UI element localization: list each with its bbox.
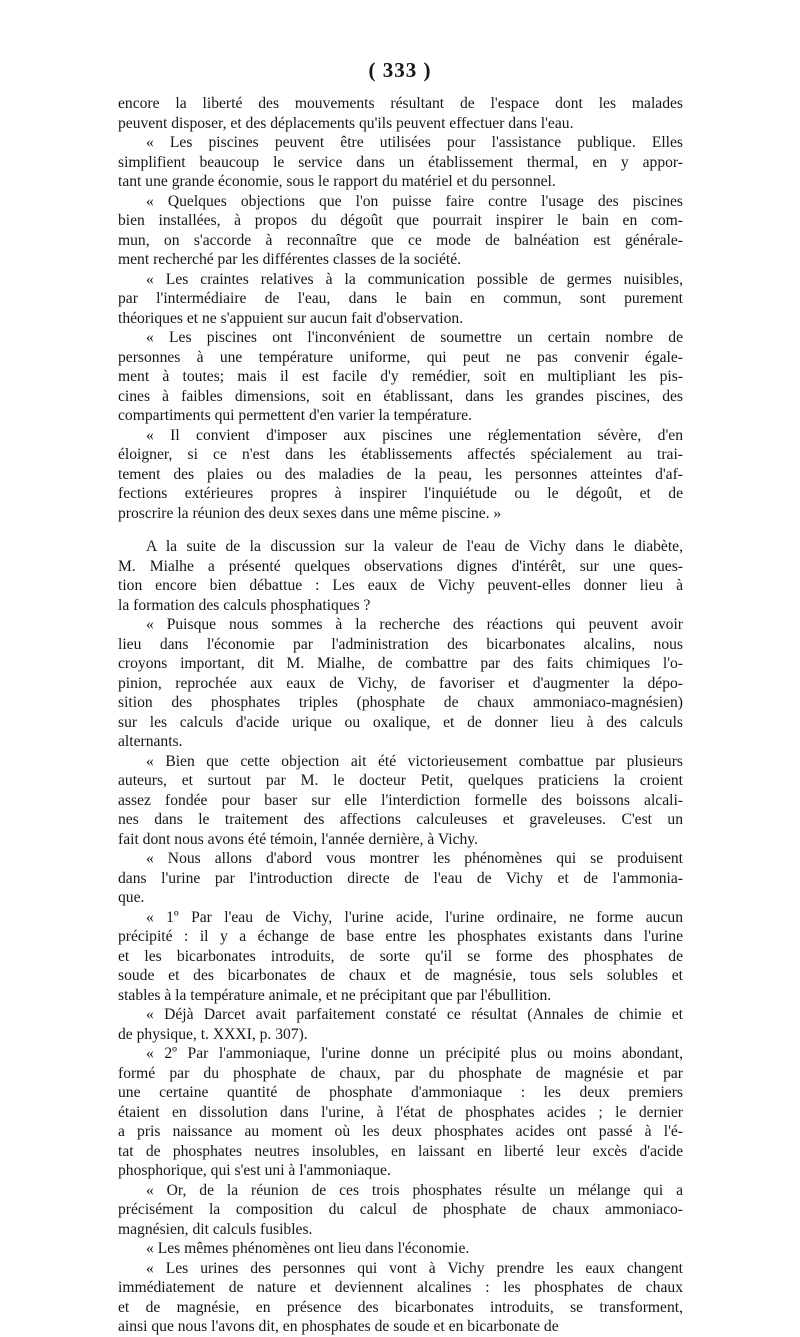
text-line: sur les calculs d'acide urique ou oxalique, et de donner lieu à des calculs (118, 713, 683, 731)
text-line: a pris naissance au moment où les deux phosphates acides ont passé à l'é- (118, 1123, 683, 1140)
text-line: étaient en dissolution dans l'urine, à l'état de phosphates acides ; le dernier (118, 1103, 683, 1121)
text-line: « Les mêmes phénomènes ont lieu dans l'économie. (146, 1240, 470, 1257)
paragraph (118, 1181, 683, 1240)
text-line: auteurs, et surtout par M. le docteur Petit, quelques praticiens la croient (118, 772, 683, 789)
text-line: « Puisque nous sommes à la recherche des réactions qui peuvent avoir (146, 616, 683, 633)
text-line: « Bien que cette objection ait été victorieusement combattue par plusieurs (146, 752, 683, 770)
text-line: et les bicarbonates introduits, de sorte qu'il se forme des phosphates de (118, 947, 683, 965)
paragraph (118, 1044, 683, 1181)
text-line: ment à toutes; mais il est facile d'y remédier, soit en multipliant les pis- (118, 368, 683, 385)
text-line: tat de phosphates neutres insolubles, en laissant en liberté leur excès d'acide (118, 1142, 683, 1160)
text-line: une certaine quantité de phosphate d'ammoniaque : les deux premiers (118, 1084, 683, 1101)
text-line: tement des plaies ou des maladies de la peau, les personnes atteintes d'af- (118, 465, 683, 483)
text-line: peuvent disposer, et des déplacements qu'ils peuvent effectuer dans l'eau. (118, 114, 574, 132)
text-line: « Les piscines peuvent être utilisées pour l'assistance publique. Elles (146, 134, 683, 151)
text-line: « Or, de la réunion de ces trois phosphates résulte un mélange qui a (146, 1181, 683, 1199)
text-line: « Il convient d'imposer aux piscines une réglementation sévère, d'en (146, 426, 683, 444)
text-line: « Les piscines ont l'inconvénient de soumettre un certain nombre de (146, 329, 683, 346)
text-line: bien installées, à propos du dégoût que pourrait inspirer le bain en com- (118, 212, 683, 229)
paragraph (118, 615, 683, 752)
paragraph (118, 133, 683, 192)
text-line: compartiments qui permettent d'en varier la température. (118, 407, 472, 424)
text-line: ment recherché par les différentes classes de la société. (118, 251, 462, 268)
text-line: stables à la température animale, et ne précipitant que par l'ébullition. (118, 986, 552, 1004)
text-line: « Les urines des personnes qui vont à Vichy prendre les eaux changent (146, 1259, 683, 1277)
text-line: mun, on s'accorde à reconnaître que ce mode de balnéation est générale- (118, 231, 683, 249)
text-line: croyons important, dit M. Mialhe, de combattre par des faits chimiques l'o- (118, 655, 683, 672)
text-line: et de magnésie, en présence des bicarbonates introduits, se transforment, (118, 1298, 683, 1316)
text-line: A la suite de la discussion sur la valeur de l'eau de Vichy dans le diabète, (146, 538, 683, 555)
text-line: que. (118, 889, 145, 906)
text-line: « Déjà Darcet avait parfaitement constaté ce résultat (Annales de chimie et (146, 1006, 683, 1023)
text-line: « 1º Par l'eau de Vichy, l'urine acide, l'urine ordinaire, ne forme aucun (146, 908, 683, 926)
text-line: immédiatement de nature et deviennent alcalines : les phosphates de chaux (118, 1279, 683, 1296)
body-text (118, 94, 683, 1337)
text-line: simplifient beaucoup le service dans un établissement thermal, en y appor- (118, 153, 683, 171)
text-line: formé par du phosphate de chaux, par du phosphate de magnésie et par (118, 1064, 683, 1082)
text-line: M. Mialhe a présenté quelques observations dignes d'intérêt, sur une ques- (118, 557, 683, 575)
text-line: cines à faibles dimensions, soit en établissant, dans les grandes piscines, des (118, 387, 683, 405)
text-line: de physique, t. XXXI, p. 307). (118, 1025, 308, 1043)
text-line: ainsi que nous l'avons dit, en phosphates de soude et en bicarbonate de (118, 1318, 559, 1335)
paragraph (118, 328, 683, 426)
text-line: tant une grande économie, sous le rapport du matériel et du personnel. (118, 173, 556, 190)
text-line: « Les craintes relatives à la communication possible de germes nuisibles, (146, 270, 683, 288)
text-line: proscrire la réunion des deux sexes dans une même piscine. » (118, 504, 502, 522)
text-line: la formation des calculs phosphatiques ? (118, 596, 371, 614)
paragraph (118, 752, 683, 850)
text-line: « Nous allons d'abord vous montrer les phénomènes qui se produisent (146, 850, 683, 867)
text-line: précipité : il y a échange de base entre les phosphates existants dans l'urine (118, 928, 683, 945)
paragraph (118, 426, 683, 524)
text-line: pinion, reprochée aux eaux de Vichy, de favoriser et d'augmenter la dépo- (118, 674, 683, 692)
text-line: nes dans le traitement des affections calculeuses et graveleuses. C'est un (118, 811, 683, 828)
text-line: précisément la composition du calcul de phosphate de chaux ammoniaco- (118, 1201, 683, 1218)
page-number: ( 333 ) (368, 58, 432, 82)
text-line: assez fondée pour baser sur elle l'interdiction formelle des boissons alcali- (118, 791, 683, 809)
paragraph (118, 192, 683, 270)
section-gap (118, 523, 683, 537)
text-line: éloigner, si ce n'est dans les établissements affectés spécialement au trai- (118, 446, 683, 463)
text-line: encore la liberté des mouvements résultant de l'espace dont les malades (118, 95, 683, 112)
text-line: personnes à une température uniforme, qui peut ne pas convenir égale- (118, 348, 683, 366)
paragraph (118, 1259, 683, 1337)
paragraph (118, 1005, 683, 1044)
text-line: magnésien, dit calculs fusibles. (118, 1220, 313, 1238)
paragraph (118, 1239, 683, 1259)
text-line: par l'intermédiaire de l'eau, dans le bain en commun, sont purement (118, 290, 683, 307)
text-line: dans l'urine par l'introduction directe de l'eau de Vichy et de l'ammonia- (118, 869, 683, 887)
text-line: soude et des bicarbonates de chaux et de magnésie, tous sels solubles et (118, 967, 683, 984)
text-line: lieu dans l'économie par l'administration des bicarbonates alcalins, nous (118, 635, 683, 653)
text-line: tion encore bien débattue : Les eaux de Vichy peuvent-elles donner lieu à (118, 577, 683, 594)
text-line: « 2º Par l'ammoniaque, l'urine donne un précipité plus ou moins abondant, (146, 1045, 683, 1062)
paragraph (118, 537, 683, 615)
text-line: phosphorique, qui s'est uni à l'ammoniaque. (118, 1162, 391, 1179)
text-line: fait dont nous avons été témoin, l'année dernière, à Vichy. (118, 830, 478, 848)
text-line: alternants. (118, 733, 183, 750)
text-line: sition des phosphates triples (phosphate de chaux ammoniaco-magnésien) (118, 694, 683, 711)
text-line: « Quelques objections que l'on puisse faire contre l'usage des piscines (146, 192, 683, 210)
text-line: fections extérieures propres à inspirer l'inquiétude ou le dégoût, et de (118, 485, 683, 502)
paragraph (118, 270, 683, 329)
paragraph (118, 908, 683, 1006)
paragraph (118, 849, 683, 908)
text-line: théoriques et ne s'appuient sur aucun fait d'observation. (118, 309, 464, 327)
paragraph (118, 94, 683, 133)
